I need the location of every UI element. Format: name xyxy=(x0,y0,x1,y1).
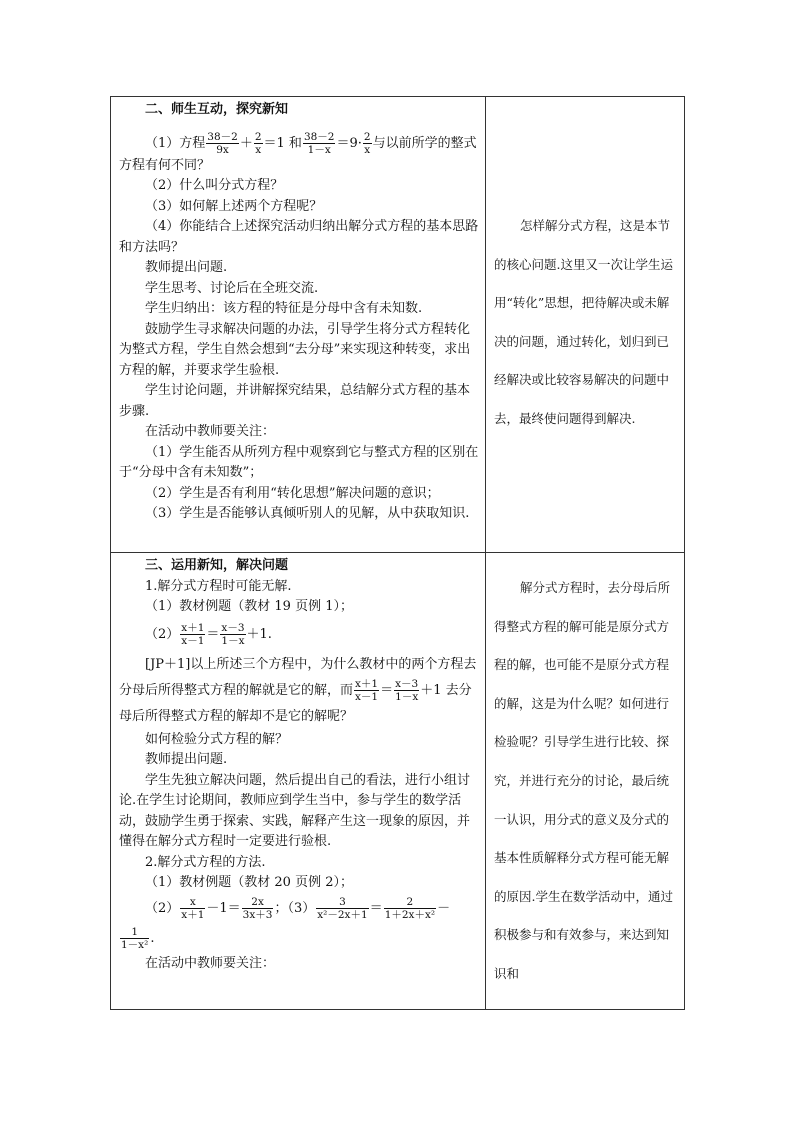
section3-row xyxy=(111,553,685,1010)
section3-note-cell xyxy=(486,553,685,1010)
section3-item-1: 1.解分式方程时可能无解. xyxy=(145,578,292,594)
paragraph: 学生讨论问题，并讲解探究结果，总结解分式方程的基本步骤. xyxy=(119,383,471,419)
section3-item-2a: （1）教材例题（教材 20 页例 2）； xyxy=(145,875,353,890)
section2-heading: 二、师生互动，探究新知 xyxy=(145,102,289,117)
section2-question-1: （1）方程 $\frac{38-2}{9x}$ ＋ $\frac{2}{x}$ ＝1 和 $\frac{38-2}{1-x}$ ＝9· $\frac{2}{x}$ 与以前所学的整式方程有何不同？ xyxy=(119,130,477,173)
paragraph: （2）学生是否有利用“转化思想”解决问题的意识； xyxy=(145,485,440,501)
paragraph: 如何检验分式方程的解？ xyxy=(145,731,289,747)
fraction: $\frac{2}{x}$ xyxy=(363,130,371,156)
fraction: $\frac{2}{\text{1＋2x＋x²}}$ xyxy=(384,895,436,921)
fraction: $\frac{2x}{3x+3}$ xyxy=(242,895,273,921)
section2-note: 怎样解分式方程，这是本节的核心问题.这里又一次让学生运用“转化”思想，把待解决或未解决的问题，通过转化，划归到已经解决或比较容易解决的问题中去，最终使问题得到解决. xyxy=(494,218,673,426)
paragraph: （4）你能结合上述探究活动归纳出解分式方程的基本思路和方法吗？ xyxy=(119,219,479,255)
section3-item-2: 2.解分式方程的方法. xyxy=(145,854,266,870)
paragraph: （1）学生能否从所列方程中观察到它与整式方程的区别在于“分母中含有未知数”； xyxy=(119,444,479,480)
lesson-plan-table xyxy=(110,96,685,1010)
section3-equation-1b: （2） $\frac{x+1}{x-1}$ ＝ $\frac{x-3}{1-x}$ ＋1. xyxy=(145,621,272,647)
fraction: $\frac{2}{x}$ xyxy=(254,130,262,156)
paragraph: （3）学生是否能够认真倾听别人的见解，从中获取知识. xyxy=(145,506,470,521)
paragraph: 鼓励学生寻求解决问题的办法，引导学生将分式方程转化为整式方程，学生自然会想到“去分母”来实现这种转变，求出方程的解，并要求学生验根. xyxy=(119,321,471,378)
paragraph: 教师提出问题. xyxy=(145,752,228,767)
section2-row xyxy=(111,97,685,553)
paragraph: （3）如何解上述两个方程呢？ xyxy=(145,198,323,214)
fraction: $\frac{38-2}{9x}$ xyxy=(207,130,238,156)
section3-equations-2b: （2） $\frac{x}{x+1}$ －1＝ $\frac{2x}{3x+3}$ ；（3） $\frac{3}{\text{x²－2x＋1}}$ ＝ $\frac{2}{\text{1＋2x＋x²}}$ － $\frac{1}{\text{1－x²}}$ . xyxy=(121,895,451,951)
paragraph: 学生先独立解决问题，然后提出自己的看法，进行小组讨论.在学生讨论期间，教师应到学生当中，参与学生的数学活动，鼓励学生勇于探索、实践，解释产生这一现象的原因，并懂得在解分式方程时一定要进行验根. xyxy=(119,772,471,849)
fraction: $\frac{1}{\text{1－x²}}$ xyxy=(121,925,149,951)
fraction: $\frac{x-3}{1-x}$ xyxy=(395,677,419,703)
section2-main-cell xyxy=(111,97,486,553)
section3-heading: 三、运用新知，解决问题 xyxy=(145,558,289,573)
paragraph: 在活动中教师要关注： xyxy=(145,424,276,439)
section3-main-cell xyxy=(111,553,486,1010)
fraction: $\frac{x+1}{x-1}$ xyxy=(181,621,205,647)
paragraph: （2）什么叫分式方程？ xyxy=(145,178,284,193)
fraction: $\frac{x-3}{1-x}$ xyxy=(221,621,245,647)
fraction: $\frac{3}{\text{x²－2x＋1}}$ xyxy=(317,895,368,921)
section3-question: [JP＋1]以上所述三个方程中，为什么教材中的两个方程去分母后所得整式方程的解就是它的解，而 $\frac{x+1}{x-1}$ ＝ $\frac{x-3}{1-x}$ ＋1 去分母后所得整式方程的解却不是它的解呢？ xyxy=(119,656,477,724)
paragraph: 学生思考、讨论后在全班交流. xyxy=(145,280,319,296)
paragraph: 在活动中教师要关注： xyxy=(145,955,276,971)
fraction: $\frac{x}{x+1}$ xyxy=(181,895,205,921)
fraction: $\frac{38-2}{1-x}$ xyxy=(303,130,335,156)
section3-note: 解分式方程时，去分母后所得整式方程的解可能是原分式方程的解，也可能不是原分式方程的解，这是为什么呢？如何进行检验呢？引导学生进行比较、探究，并进行充分的讨论，最后统一认识，用分式的意义及分式的基本性质解释分式方程可能无解的原因.学生在数学活动中，通过积极参与和有效参与，来达到知识和 xyxy=(494,580,673,981)
section3-item-1a: （1）教材例题（教材 19 页例 1）； xyxy=(145,599,353,614)
paragraph: 学生归纳出：该方程的特征是分母中含有未知数. xyxy=(145,301,423,316)
section2-note-cell xyxy=(486,97,685,553)
fraction: $\frac{x+1}{x-1}$ xyxy=(355,677,379,703)
paragraph: 教师提出问题. xyxy=(145,260,228,275)
